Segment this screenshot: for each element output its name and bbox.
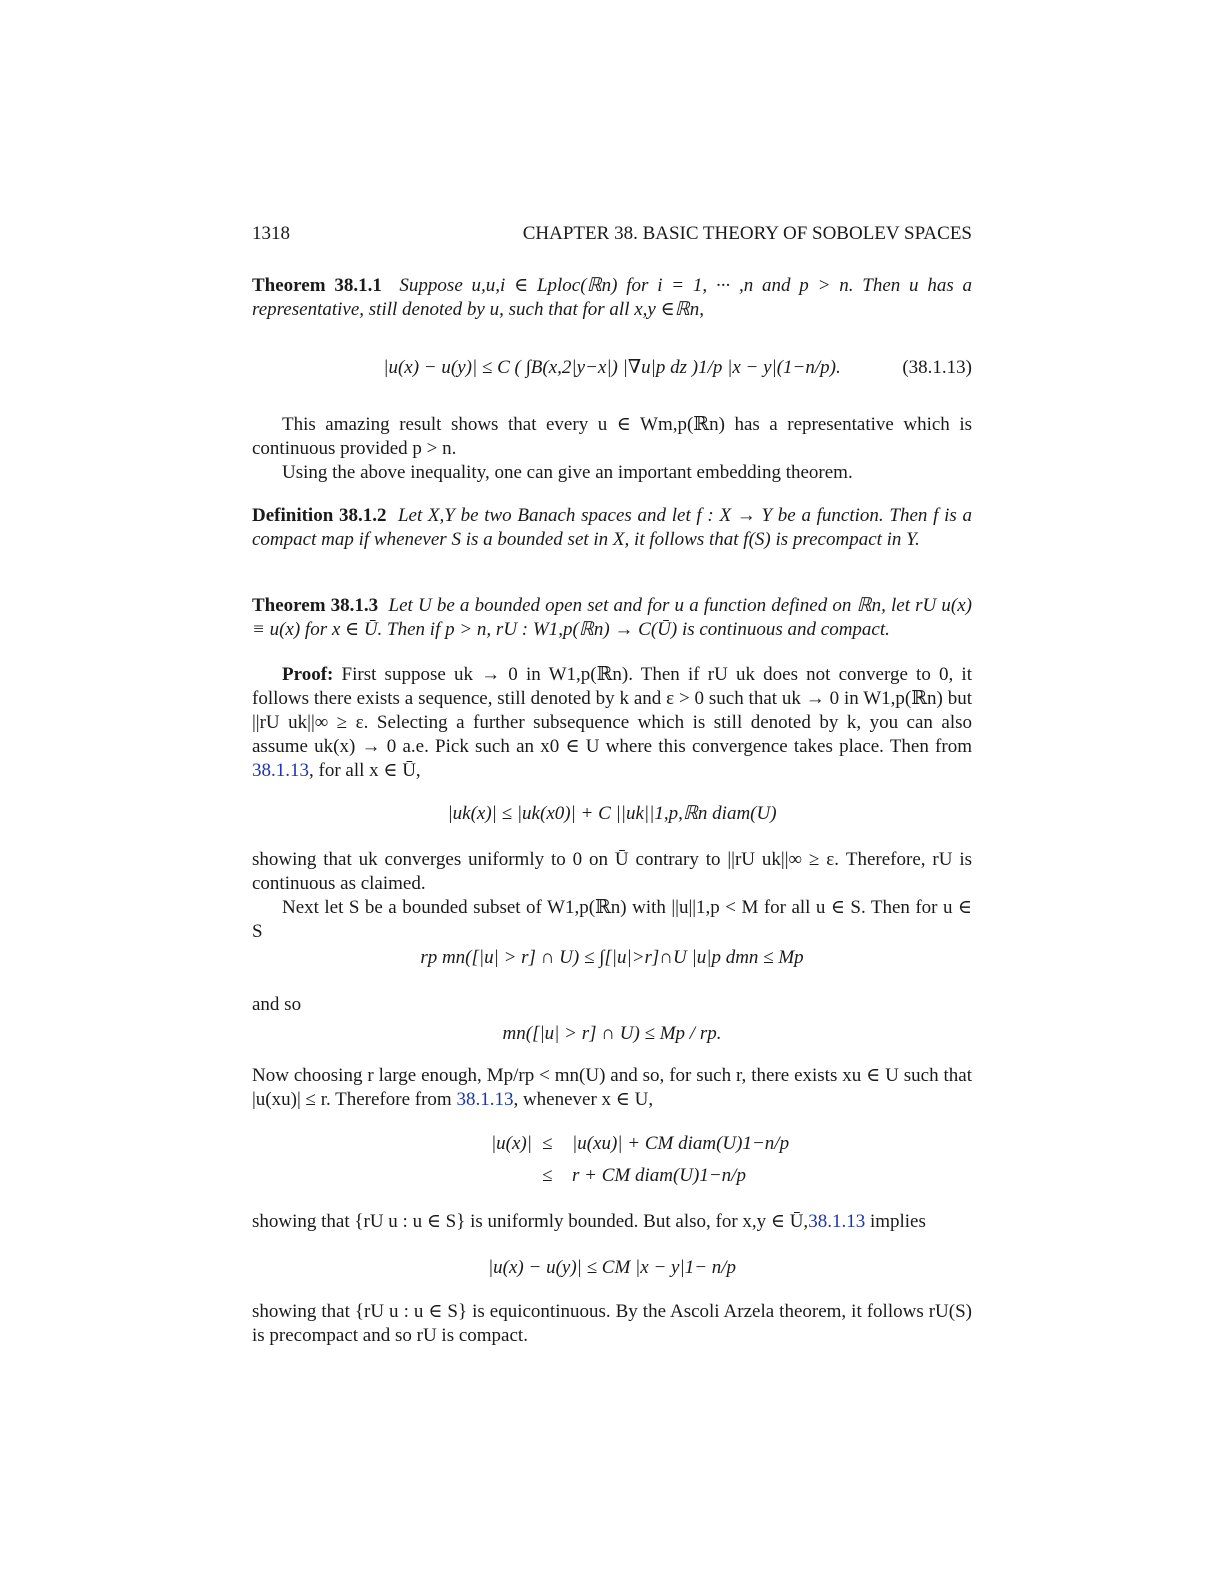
paragraph-text: showing that {rU u : u ∈ S} is uniformly bounded. But also, for x,y ∈ Ū, — [252, 1211, 809, 1232]
paragraph-text: Using the above inequality, one can give an important embedding theorem. — [282, 462, 853, 483]
theorem-label: Theorem 38.1.3 — [252, 595, 379, 616]
theorem-statement: Suppose u,u,i ∈ Lploc(ℝn) for i = 1, ··· ,n and p > n. Then u has a representative, still denoted by u, such that for all x,y ∈ℝn, — [252, 275, 973, 320]
equation-body: |uk(x)| ≤ |uk(x0)| + C ||uk||1,p,ℝn diam(U) — [447, 803, 777, 824]
equation-reference-link[interactable]: 38.1.13 — [456, 1089, 514, 1110]
paragraph-text: showing that uk converges uniformly to 0 on Ū contrary to ||rU uk||∞ ≥ ε. Therefore, rU is continuous as claimed. — [252, 849, 972, 894]
paragraph — [252, 993, 972, 1017]
theorem-statement: Let U be a bounded open set and for u a function defined on ℝn, let rU u(x) ≡ u(x) for x ∈ Ū. Then if p > n, rU : W1,p(ℝn) → C(Ū) is continuous and compact. — [252, 595, 973, 640]
definition-statement: Let X,Y be two Banach spaces and let f : X → Y be a function. Then f is a compact map if whenever S is a bounded set in X, it follows that f(S) is precompact in Y. — [252, 505, 972, 550]
equation-relation: ≤ — [542, 1165, 553, 1186]
paragraph — [252, 1210, 972, 1234]
equation-body: rp mn([|u| > r] ∩ U) ≤ ∫[|u|>r]∩U |u|p dmn ≤ Mp — [420, 947, 804, 968]
equation-row — [442, 1164, 802, 1196]
paragraph-text: This amazing result shows that every u ∈ Wm,p(ℝn) has a representative which is continuous provided p > n. — [252, 414, 972, 459]
chapter-title: CHAPTER 38. BASIC THEORY OF SOBOLEV SPACES — [522, 223, 972, 244]
equation-reference-link[interactable]: 38.1.13 — [252, 760, 309, 781]
equation — [252, 1256, 972, 1280]
definition-38-1-2 — [252, 504, 972, 552]
definition-label: Definition 38.1.2 — [252, 505, 387, 526]
paragraph-text: , whenever x ∈ U, — [513, 1089, 654, 1110]
paragraph — [252, 1064, 972, 1112]
equation-relation: ≤ — [542, 1133, 553, 1154]
proof — [252, 663, 972, 783]
paragraph — [252, 848, 972, 944]
aligned-equations — [442, 1132, 802, 1196]
paragraph-text: and so — [252, 994, 302, 1015]
proof-label: Proof: — [282, 664, 334, 685]
equation-body: |u(x) − u(y)| ≤ C ( ∫B(x,2|y−x|) |∇u|p dz )1/p |x − y|(1−n/p). — [383, 357, 841, 378]
paragraph-text: implies — [865, 1211, 926, 1232]
equation — [252, 802, 972, 826]
paragraph-text: Next let S be a bounded subset of W1,p(ℝn) with ||u||1,p < M for all u ∈ S. Then for u ∈ S — [252, 897, 972, 942]
proof-text: First suppose uk → 0 in W1,p(ℝn). Then if rU uk does not converge to 0, it follows there exists a sequence, still denoted by k and ε > 0 such that uk → 0 in W1,p(ℝn) but ||rU uk||∞ ≥ ε. Selecting a further subsequence which is still denoted by k, you can also assume uk(x) → 0 a.e. Pick such an x0 ∈ U where this convergence takes place. Then from — [252, 664, 972, 757]
proof-text: , for all x ∈ Ū, — [309, 760, 421, 781]
theorem-label: Theorem 38.1.1 — [252, 275, 382, 296]
equation-body: mn([|u| > r] ∩ U) ≤ Mp / rp. — [502, 1023, 722, 1044]
theorem-38-1-1 — [252, 274, 972, 322]
equation-rhs: |u(xu)| + CM diam(U)1−n/p — [572, 1133, 790, 1154]
paragraph-text: showing that {rU u : u ∈ S} is equicontinuous. By the Ascoli Arzela theorem, it follows rU(S) is precompact and so rU is compact. — [252, 1301, 972, 1346]
equation-body: |u(x) − u(y)| ≤ CM |x − y|1− n/p — [487, 1257, 737, 1278]
equation — [252, 946, 972, 970]
equation-reference-link[interactable]: 38.1.13 — [808, 1211, 866, 1232]
equation — [252, 1022, 972, 1046]
equation-number: (38.1.13) — [902, 357, 972, 378]
equation-row — [442, 1132, 802, 1164]
paragraph-text: Now choosing r large enough, Mp/rp < mn(U) and so, for such r, there exists xu ∈ U such that |u(xu)| ≤ r. Therefore from — [252, 1065, 972, 1110]
equation-rhs: r + CM diam(U)1−n/p — [572, 1165, 746, 1186]
running-header — [252, 222, 972, 246]
equation-lhs: |u(x)| — [490, 1133, 532, 1154]
equation-38-1-13 — [252, 356, 972, 380]
paragraph — [252, 1300, 972, 1348]
page-number: 1318 — [252, 223, 290, 244]
theorem-38-1-3 — [252, 594, 972, 642]
paragraph — [252, 413, 972, 485]
